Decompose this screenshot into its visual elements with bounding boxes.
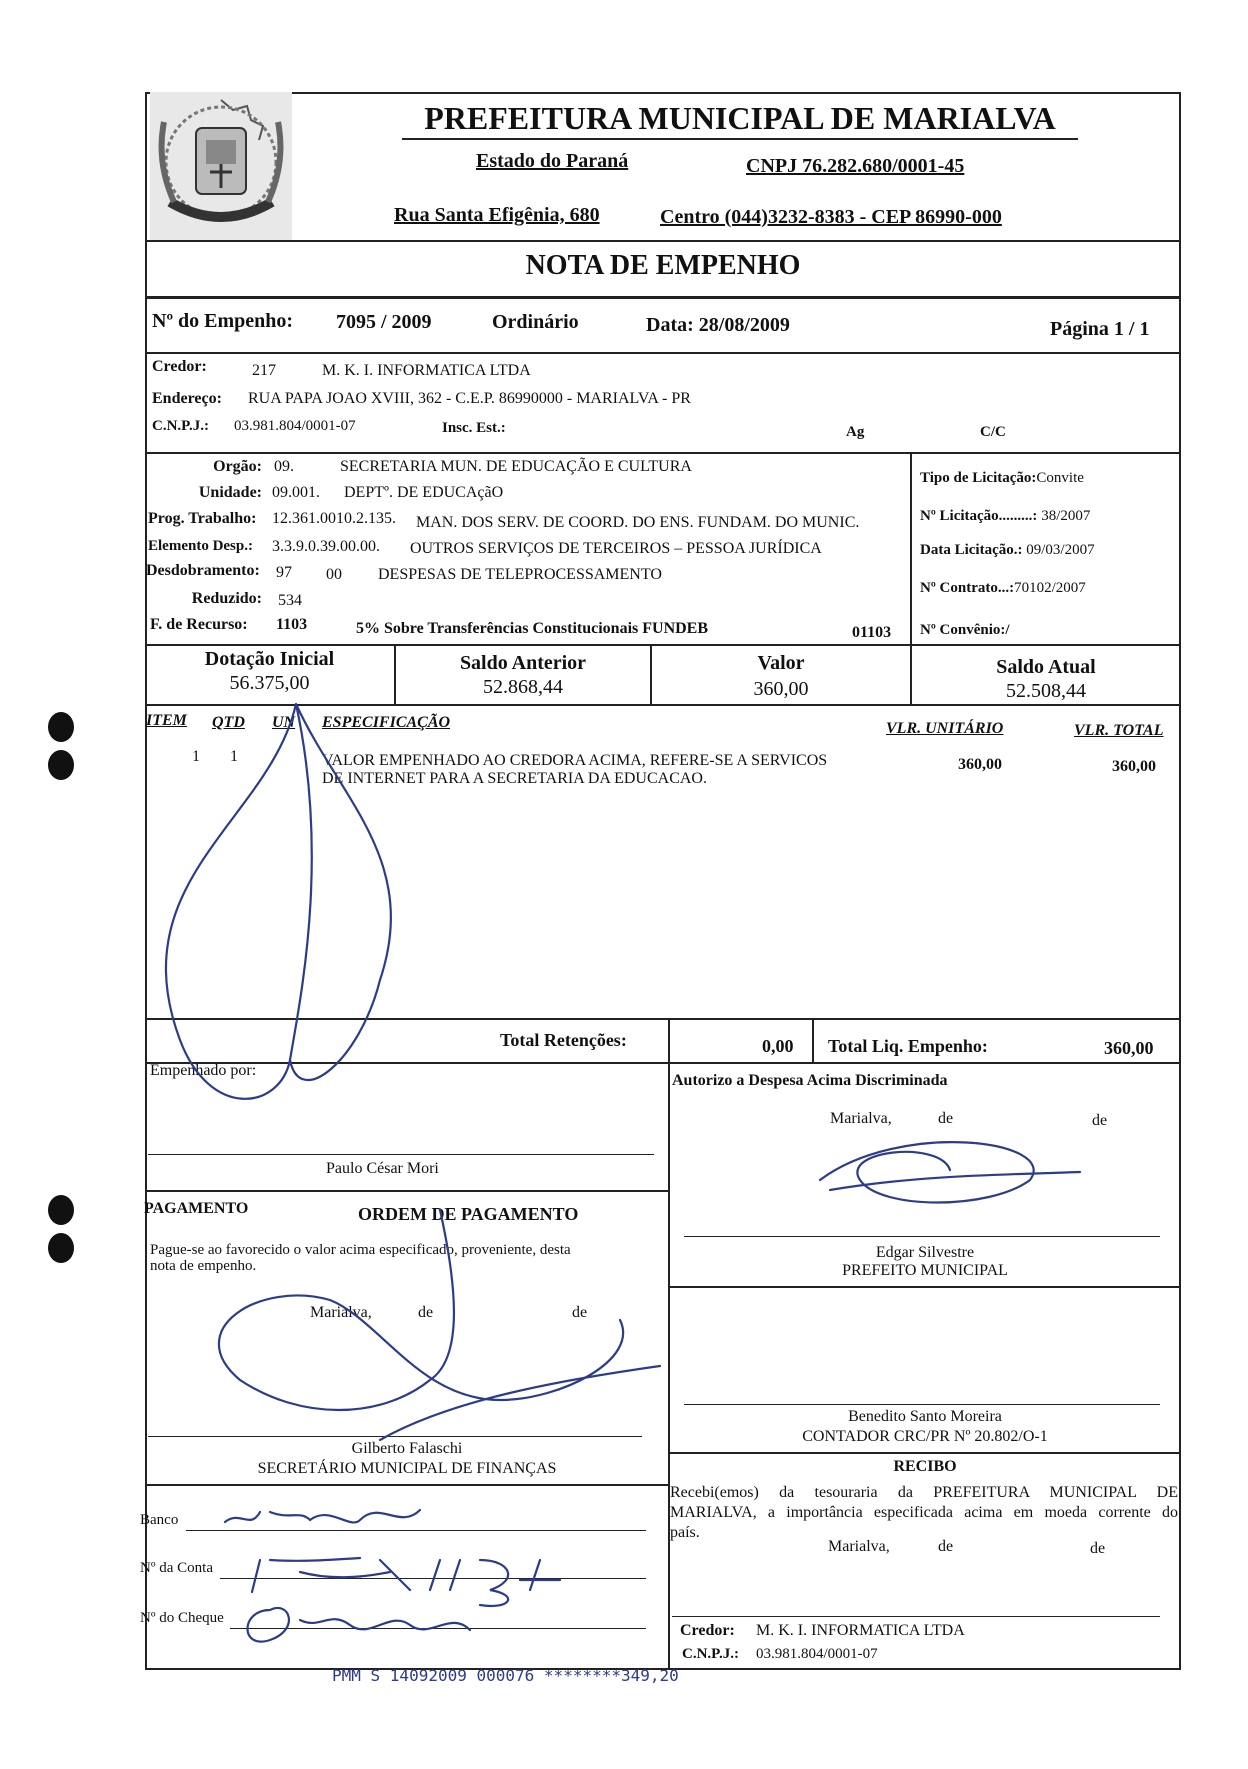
saldo-atual-value: 52.508,44 xyxy=(1006,680,1086,702)
recurso-code2: 01103 xyxy=(852,624,892,641)
autorizo-label: Autorizo a Despesa Acima Discriminada xyxy=(672,1072,948,1089)
tipo-licitacao-label: Tipo de Licitação: xyxy=(920,470,1037,486)
num-licitacao-label: Nº Licitação.........: xyxy=(920,508,1038,524)
item-total-value: 360,00 xyxy=(1112,758,1156,775)
data-licitacao-value: 09/03/2007 xyxy=(1026,542,1095,558)
conta-label: Nº da Conta xyxy=(140,1560,213,1576)
autorizo-local: Marialva, xyxy=(830,1110,892,1127)
reduzido: 534 xyxy=(278,592,302,609)
orgao: SECRETARIA MUN. DE EDUCAÇÃO E CULTURA xyxy=(340,458,692,475)
page-title: PREFEITURA MUNICIPAL DE MARIALVA xyxy=(424,100,1056,136)
empenho-date: Data: 28/08/2009 xyxy=(646,314,790,336)
elemento: OUTROS SERVIÇOS DE TERCEIROS – PESSOA JURÍDICA xyxy=(410,540,822,557)
recurso: 5% Sobre Transferências Constitucionais FUNDEB xyxy=(356,620,709,637)
data-licitacao-label: Data Licitação.: xyxy=(920,542,1023,558)
saldo-anterior-value: 52.868,44 xyxy=(483,676,563,698)
saldo-atual-label: Saldo Atual xyxy=(996,656,1096,678)
prog-label: Prog. Trabalho: xyxy=(148,510,257,527)
elemento-code: 3.3.9.0.39.00.00. xyxy=(272,538,380,555)
pagamento-label: PAGAMENTO xyxy=(144,1200,249,1217)
recurso-label: F. de Recurso: xyxy=(150,616,248,633)
elemento-label: Elemento Desp.: xyxy=(148,538,253,554)
cnpj-label: CNPJ 76.282.680/0001-45 xyxy=(746,155,965,177)
pagamento-de1: de xyxy=(418,1304,434,1321)
tipo-licitacao-value: Convite xyxy=(1036,470,1084,486)
coat-of-arms-logo xyxy=(150,92,292,240)
num-licitacao xyxy=(920,508,1090,525)
item-qtd: 1 xyxy=(230,748,238,765)
street-label: Rua Santa Efigênia, 680 xyxy=(394,204,600,226)
col-item: ITEM xyxy=(146,712,187,729)
unidade-code: 09.001. xyxy=(272,484,320,501)
empenho-type: Ordinário xyxy=(492,311,579,333)
prog: MAN. DOS SERV. DE COORD. DO ENS. FUNDAM. DO MUNIC. xyxy=(416,514,860,531)
reduzido-label: Reduzido: xyxy=(191,590,262,607)
col-especificacao: ESPECIFICAÇÃO xyxy=(322,714,451,731)
tipo-licitacao xyxy=(920,470,1084,487)
autorizo-de2: de xyxy=(1092,1112,1108,1129)
prog-code: 12.361.0010.2.135. xyxy=(272,510,396,527)
punch-hole xyxy=(48,712,74,742)
desdobramento-label: Desdobramento: xyxy=(146,562,260,579)
empenho-number: 7095 / 2009 xyxy=(336,311,432,333)
col-qtd: QTD xyxy=(212,714,245,731)
valor-label: Valor xyxy=(757,652,805,674)
punch-hole xyxy=(48,750,74,780)
insc-est-label: Insc. Est.: xyxy=(442,420,506,436)
recibo-texto1: Recebi(emos) da tesouraria da PREFEITURA MUNICIPAL DE xyxy=(670,1484,1178,1501)
address-label: Centro (044)3232-8383 - CEP 86990-000 xyxy=(660,206,1002,228)
num-licitacao-value: 38/2007 xyxy=(1041,508,1091,524)
contador-cargo: CONTADOR CRC/PR Nº 20.802/O-1 xyxy=(802,1428,1048,1445)
recibo-cnpj-label: C.N.P.J.: xyxy=(682,1646,739,1662)
total-liq-label: Total Liq. Empenho: xyxy=(828,1036,988,1056)
item-unit-value: 360,00 xyxy=(958,756,1002,773)
data-licitacao xyxy=(920,542,1095,559)
desdobramento: DESPESAS DE TELEPROCESSAMENTO xyxy=(378,566,662,583)
prefeito-nome: Edgar Silvestre xyxy=(875,1244,975,1261)
col-vlr-total: VLR. TOTAL xyxy=(1074,722,1164,739)
pagamento-texto1: Pague-se ao favorecido o valor acima especificado, proveniente, desta xyxy=(150,1242,571,1258)
desdobramento-code2: 00 xyxy=(326,566,342,583)
cc-label: C/C xyxy=(980,424,1006,440)
document-title: NOTA DE EMPENHO xyxy=(525,250,801,281)
cheque-label: Nº do Cheque xyxy=(140,1610,224,1626)
empenhado-label: Empenhado por: xyxy=(150,1062,257,1079)
pagamento-local: Marialva, xyxy=(310,1304,372,1321)
recibo-cnpj: 03.981.804/0001-07 xyxy=(756,1646,878,1662)
secretario-nome: Gilberto Falaschi xyxy=(351,1440,463,1457)
item-description-line1: VALOR EMPENHADO AO CREDORA ACIMA, REFERE-SE A SERVICOS xyxy=(322,752,828,769)
credor-code: 217 xyxy=(252,362,276,379)
punch-hole xyxy=(48,1233,74,1263)
contrato-label: Nº Contrato...: xyxy=(920,580,1015,596)
recibo-label: RECIBO xyxy=(893,1458,957,1475)
page-number: Página 1 / 1 xyxy=(1050,318,1150,340)
contador-nome: Benedito Santo Moreira xyxy=(848,1408,1002,1425)
recibo-credor-label: Credor: xyxy=(680,1622,735,1639)
unidade-label: Unidade: xyxy=(198,484,262,501)
secretario-cargo: SECRETÁRIO MUNICIPAL DE FINANÇAS xyxy=(257,1460,557,1477)
total-retencoes-value: 0,00 xyxy=(762,1036,794,1056)
credor-label: Credor: xyxy=(152,358,207,375)
item-description-line2: DE INTERNET PARA A SECRETARIA DA EDUCACAO. xyxy=(322,770,707,787)
recibo-de2: de xyxy=(1090,1540,1106,1557)
orgao-label: Orgão: xyxy=(213,458,262,475)
credor-name: M. K. I. INFORMATICA LTDA xyxy=(322,362,531,379)
pagamento-texto2: nota de empenho. xyxy=(150,1258,257,1274)
autorizo-de1: de xyxy=(938,1110,954,1127)
recurso-code: 1103 xyxy=(276,616,308,633)
contrato xyxy=(920,580,1086,597)
empenho-number-label: Nº do Empenho: xyxy=(152,310,294,332)
endereco-label: Endereço: xyxy=(152,390,222,407)
col-un: UN xyxy=(272,714,296,731)
total-liq-value: 360,00 xyxy=(1104,1038,1154,1058)
unidade: DEPTº. DE EDUCAçãO xyxy=(344,484,504,501)
empenhado-nome: Paulo César Mori xyxy=(326,1160,439,1177)
recibo-credor: M. K. I. INFORMATICA LTDA xyxy=(756,1622,965,1639)
credor-cnpj-label: C.N.P.J.: xyxy=(152,418,209,434)
valor-value: 360,00 xyxy=(753,678,809,700)
dotacao-value: 56.375,00 xyxy=(229,672,310,694)
banco-label: Banco xyxy=(140,1512,179,1528)
recibo-de1: de xyxy=(938,1538,954,1555)
saldo-anterior-label: Saldo Anterior xyxy=(459,652,587,674)
state-label: Estado do Paraná xyxy=(476,150,629,172)
item-number: 1 xyxy=(192,748,200,765)
contrato-value: 70102/2007 xyxy=(1014,580,1086,596)
pagamento-de2: de xyxy=(572,1304,588,1321)
endereco: RUA PAPA JOAO XVIII, 362 - C.E.P. 86990000 - MARIALVA - PR xyxy=(248,390,691,407)
prefeito-cargo: PREFEITO MUNICIPAL xyxy=(842,1262,1008,1279)
recibo-local: Marialva, xyxy=(828,1538,890,1555)
credor-cnpj: 03.981.804/0001-07 xyxy=(234,418,356,434)
desdobramento-code1: 97 xyxy=(276,564,292,581)
recibo-texto2: MARIALVA, a importância especificada acima em moeda corrente do xyxy=(670,1504,1178,1521)
recibo-texto3: país. xyxy=(670,1524,700,1541)
punch-hole xyxy=(48,1195,74,1225)
total-retencoes-label: Total Retenções: xyxy=(500,1030,627,1050)
convenio-label: Nº Convênio:/ xyxy=(920,622,1010,638)
orgao-code: 09. xyxy=(274,458,294,475)
authentication-stamp: PMM S 14092009 000076 ********349,20 xyxy=(332,1666,679,1685)
ordem-pagamento-label: ORDEM DE PAGAMENTO xyxy=(358,1204,579,1224)
ag-label: Ag xyxy=(846,424,865,440)
col-vlr-unitario: VLR. UNITÁRIO xyxy=(886,720,1004,737)
dotacao-label: Dotação Inicial xyxy=(204,648,335,670)
